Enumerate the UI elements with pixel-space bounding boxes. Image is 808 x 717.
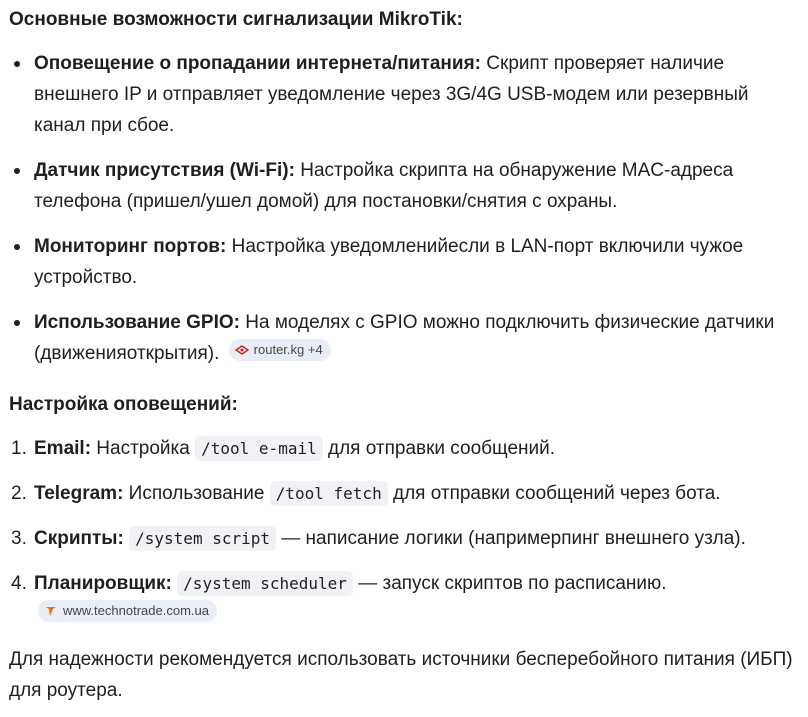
section-heading-features: Основные возможности сигнализации MikroTik:	[9, 9, 463, 30]
step-text: — запуск скриптов по расписанию.	[352, 573, 667, 594]
list-item-title: Использование GPIO:	[34, 312, 240, 333]
footer-note: Для надежности рекомендуется использовать источники бесперебойного питания (ИБП) для роутера.	[9, 649, 793, 701]
setup-steps-list	[9, 433, 799, 630]
inline-code: /system scheduler	[177, 571, 353, 596]
list-item-title: Датчик присутствия (Wi-Fi):	[34, 160, 295, 181]
step-title: Планировщик:	[34, 573, 172, 594]
features-list	[9, 48, 799, 369]
step-number: 1.	[11, 438, 27, 459]
response-content	[9, 4, 799, 706]
step-title: Скрипты:	[34, 528, 124, 549]
step-title: Email:	[34, 438, 92, 459]
source-chip-label: www.technotrade.com.ua	[63, 603, 209, 618]
source-chip-technotrade[interactable]	[38, 600, 217, 622]
list-item-text: Настройка уведомленийесли в LAN-порт включили чужое устройство.	[34, 236, 744, 288]
technotrade-source-icon	[44, 604, 58, 618]
step-text: Использование	[123, 483, 270, 504]
list-item	[9, 568, 799, 630]
inline-code: /tool e-mail	[195, 436, 323, 461]
step-number: 4.	[11, 573, 27, 594]
list-item	[9, 433, 799, 464]
list-item-text: На моделях с GPIO можно подключить физические датчики (движенияоткрытия).	[34, 312, 775, 364]
inline-code: /system script	[129, 526, 276, 551]
list-item-title: Мониторинг портов:	[34, 236, 227, 257]
step-text: — написание логики (напримерпинг внешнего узла).	[276, 528, 746, 549]
list-item	[9, 478, 799, 509]
router-source-icon	[235, 343, 249, 357]
step-text: для отправки сообщений через бота.	[387, 483, 721, 504]
inline-code: /tool fetch	[270, 481, 388, 506]
step-text: Настройка	[91, 438, 196, 459]
list-item	[9, 231, 799, 293]
section-heading-notifications: Настройка оповещений:	[9, 394, 238, 415]
source-chip-label: router.kg +4	[253, 342, 323, 357]
list-item-text: Настройка скрипта на обнаружение MAC-адреса телефона (пришел/ушел домой) для постановки/снятия с охраны.	[34, 160, 734, 212]
step-text: для отправки сообщений.	[322, 438, 556, 459]
list-item	[9, 155, 799, 217]
list-item	[9, 307, 799, 369]
list-item-title: Оповещение о пропадании интернета/питания:	[34, 53, 481, 74]
list-item-text: Скрипт проверяет наличие внешнего IP и отправляет уведомление через 3G/4G USB-модем или резервный канал при сбое.	[34, 53, 749, 136]
step-title: Telegram:	[34, 483, 124, 504]
source-chip-router[interactable]	[229, 339, 331, 361]
step-number: 3.	[11, 528, 27, 549]
list-item	[9, 48, 799, 141]
step-number: 2.	[11, 483, 27, 504]
list-item	[9, 523, 799, 554]
